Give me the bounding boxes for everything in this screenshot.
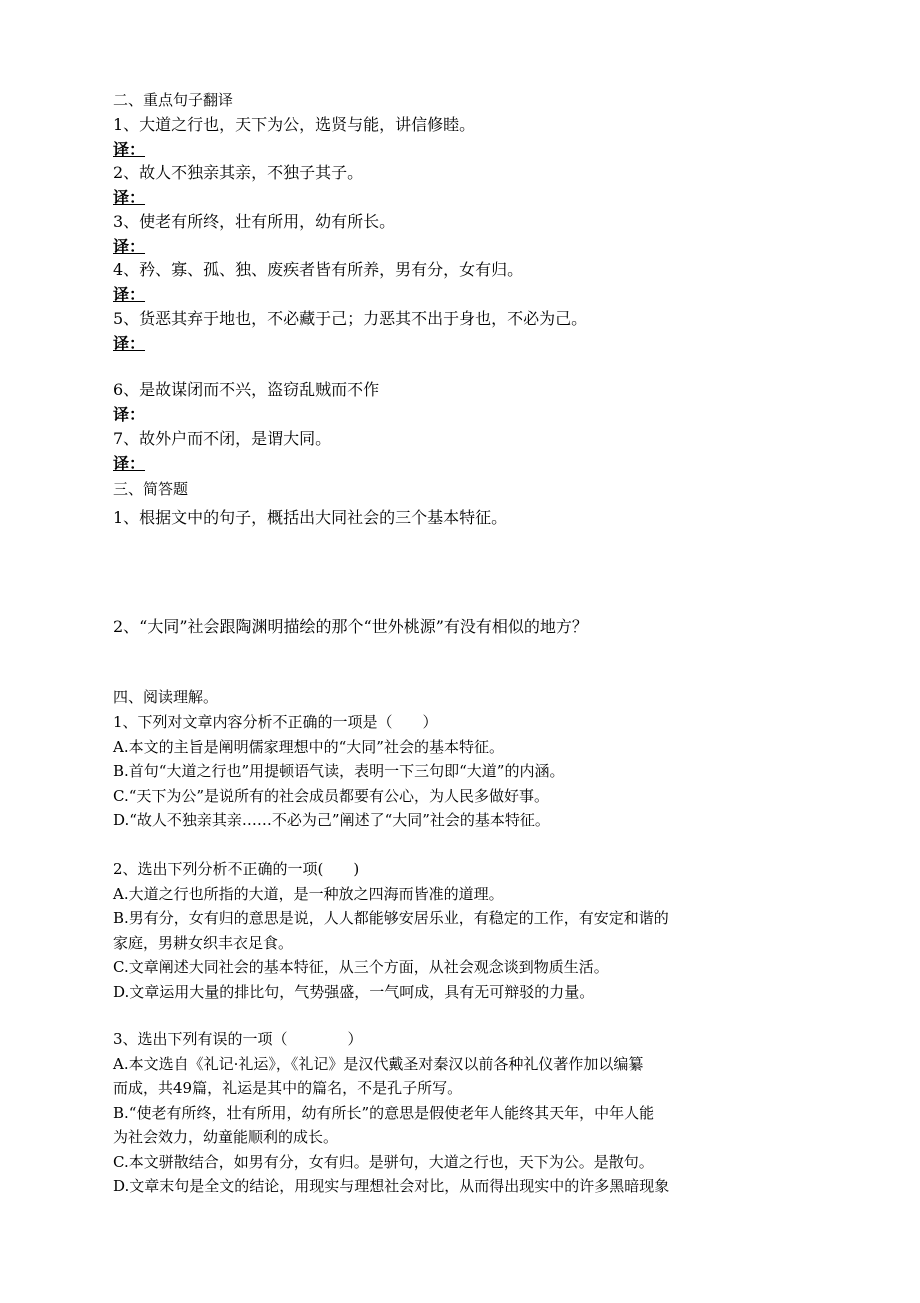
sentence-5: 5、货恶其弃于地也，不必藏于己；力恶其不出于身也，不必为己。 — [113, 309, 588, 328]
sentence-2: 2、故人不独亲其亲，不独子其子。 — [113, 163, 364, 182]
reading-q2-option-c: C.文章阐述大同社会的基本特征，从三个方面，从社会观念谈到物质生活。 — [113, 958, 609, 976]
translation-label: 译： — [113, 285, 146, 304]
reading-q2-option-b-cont: 家庭，男耕女织丰衣足食。 — [113, 934, 294, 952]
translation-label: 译： — [113, 454, 146, 473]
reading-q2-option-d: D.文章运用大量的排比句，气势强盛，一气呵成，具有无可辩驳的力量。 — [113, 983, 595, 1001]
reading-q1-option-c: C.“天下为公”是说所有的社会成员都要有公心，为人民多做好事。 — [113, 787, 550, 805]
section-3-heading: 三、简答题 — [113, 480, 189, 498]
translation-6 — [113, 405, 820, 425]
reading-q1-option-a: A.本文的主旨是阐明儒家理想中的“大同”社会的基本特征。 — [113, 738, 504, 756]
section-2-heading: 二、重点句子翻译 — [113, 91, 234, 109]
translation-label: 译： — [113, 334, 146, 353]
translation-7 — [113, 454, 820, 474]
reading-q2-option-a: A.大道之行也所指的大道，是一种放之四海而皆准的道理。 — [113, 885, 504, 903]
translation-1 — [113, 140, 820, 160]
translation-label: 译： — [113, 405, 146, 424]
reading-q1-option-b: B.首句“大道之行也”用提顿语气读，表明一下三句即“大道”的内涵。 — [113, 762, 565, 780]
reading-q3-option-d: D.文章末句是全文的结论，用现实与理想社会对比，从而得出现实中的许多黑暗现象 — [113, 1177, 670, 1195]
translation-5 — [113, 334, 820, 354]
translation-label: 译： — [113, 237, 146, 256]
reading-q2-option-b: B.男有分，女有归的意思是说，人人都能够安居乐业，有稳定的工作，有安定和谐的 — [113, 909, 669, 927]
reading-q1-option-d: D.“故人不独亲其亲……不必为己”阐述了“大同”社会的基本特征。 — [113, 811, 550, 829]
reading-q3-option-b: B.“使老有所终，壮有所用，幼有所长”的意思是假使老年人能终其天年，中年人能 — [113, 1104, 655, 1122]
short-answer-1: 1、根据文中的句子，概括出大同社会的三个基本特征。 — [113, 508, 508, 527]
reading-q3-option-a-cont: 而成，共49篇，礼运是其中的篇名，不是孔子所写。 — [113, 1079, 463, 1097]
translation-2 — [113, 188, 820, 208]
sentence-7: 7、故外户而不闭，是谓大同。 — [113, 429, 332, 448]
sentence-3: 3、使老有所终，壮有所用，幼有所长。 — [113, 212, 396, 231]
sentence-1: 1、大道之行也，天下为公，选贤与能，讲信修睦。 — [113, 115, 476, 134]
translation-3 — [113, 237, 820, 257]
sentence-6: 6、是故谋闭而不兴，盗窃乱贼而不作 — [113, 380, 380, 399]
translation-label: 译： — [113, 140, 146, 159]
reading-q3-option-b-cont: 为社会效力，幼童能顺利的成长。 — [113, 1128, 339, 1146]
reading-q1-stem: 1、下列对文章内容分析不正确的一项是（ ） — [113, 713, 438, 731]
reading-q3-option-c: C.本文骈散结合，如男有分，女有归。是骈句，大道之行也，天下为公。是散句。 — [113, 1153, 654, 1171]
short-answer-2: 2、“大同”社会跟陶渊明描绘的那个“世外桃源”有没有相似的地方？ — [113, 617, 588, 636]
sentence-4: 4、矜、寡、孤、独、废疾者皆有所养，男有分，女有归。 — [113, 260, 524, 279]
section-4-heading: 四、阅读理解。 — [113, 688, 219, 706]
translation-4 — [113, 285, 820, 305]
translation-label: 译： — [113, 188, 146, 207]
reading-q3-stem: 3、选出下列有误的一项（ ） — [113, 1030, 363, 1048]
reading-q2-stem: 2、选出下列分析不正确的一项( ) — [113, 860, 360, 878]
reading-q3-option-a: A.本文选自《礼记·礼运》，《礼记》是汉代戴圣对秦汉以前各种礼仪著作加以编纂 — [113, 1055, 644, 1073]
